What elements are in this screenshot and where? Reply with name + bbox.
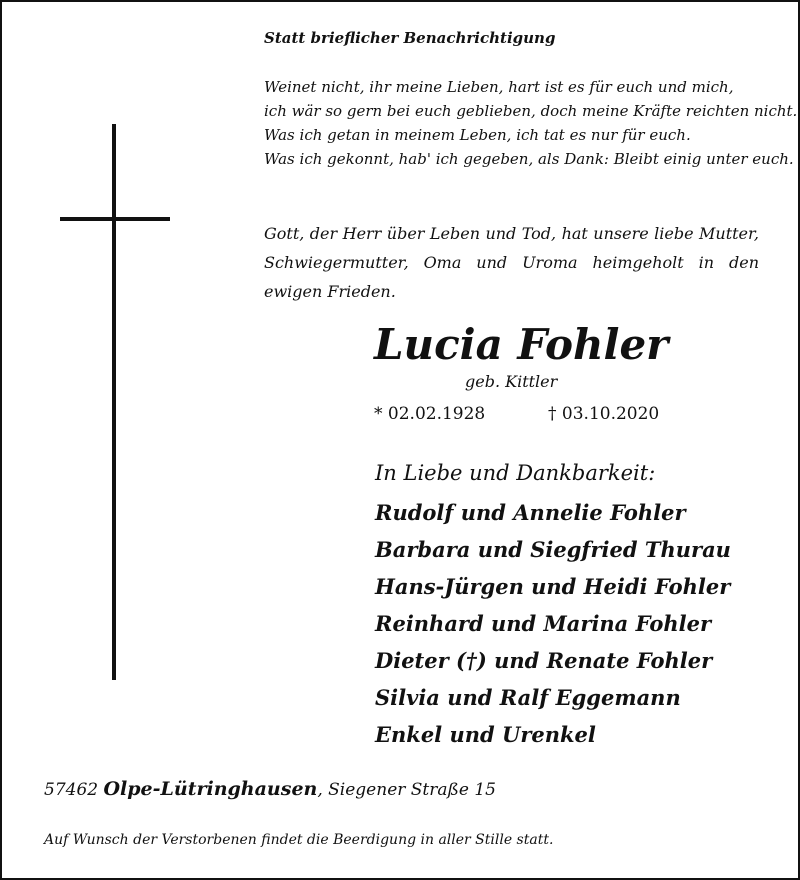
intro-text: Gott, der Herr über Leben und Tod, hat unsere liebe Mutter, Schwiegermutter, Oma und Uroma heimgeholt in den ewigen Frieden. [264, 224, 759, 301]
mourner-name: Barbara und Siegfried Thurau [375, 537, 731, 562]
mourner-name: Dieter (†) und Renate Fohler [375, 648, 713, 673]
footer-note: Auf Wunsch der Verstorbenen findet die Beerdigung in aller Stille statt. [44, 832, 554, 848]
death-date: † 03.10.2020 [548, 404, 660, 424]
maiden-name: geb. Kittler [465, 372, 558, 391]
address-city: Olpe-Lütringhausen [103, 778, 318, 800]
mourner-name: Enkel und Urenkel [375, 722, 596, 747]
poem-line: Was ich gekonnt, hab' ich gegeben, als Dank: Bleibt einig unter euch. [264, 150, 794, 168]
poem [264, 75, 798, 171]
mourner-name: Reinhard und Marina Fohler [375, 611, 712, 636]
mourner-name: Silvia und Ralf Eggemann [375, 685, 681, 710]
address-street: Siegener Straße 15 [328, 780, 496, 800]
mourners-list [375, 496, 731, 755]
birth-date: * 02.02.1928 [374, 404, 486, 424]
header-title: Statt brieflicher Benachrichtigung [264, 29, 556, 47]
mourner-name: Hans-Jürgen und Heidi Fohler [375, 574, 731, 599]
poem-line: Was ich getan in meinem Leben, ich tat es nur für euch. [264, 126, 691, 144]
address: 57462 Olpe-Lütringhausen, Siegener Straße 15 [44, 778, 496, 800]
mourner-name: Rudolf und Annelie Fohler [375, 500, 686, 525]
cross-icon-crossbar [60, 217, 170, 221]
poem-line: ich wär so gern bei euch geblieben, doch meine Kräfte reichten nicht. [264, 102, 798, 120]
deceased-name: Lucia Fohler [374, 320, 669, 369]
cross-icon [112, 124, 116, 680]
postal-code: 57462 [44, 780, 99, 800]
poem-line: Weinet nicht, ihr meine Lieben, hart ist es für euch und mich, [264, 78, 734, 96]
mourners-heading: In Liebe und Dankbarkeit: [375, 461, 656, 485]
